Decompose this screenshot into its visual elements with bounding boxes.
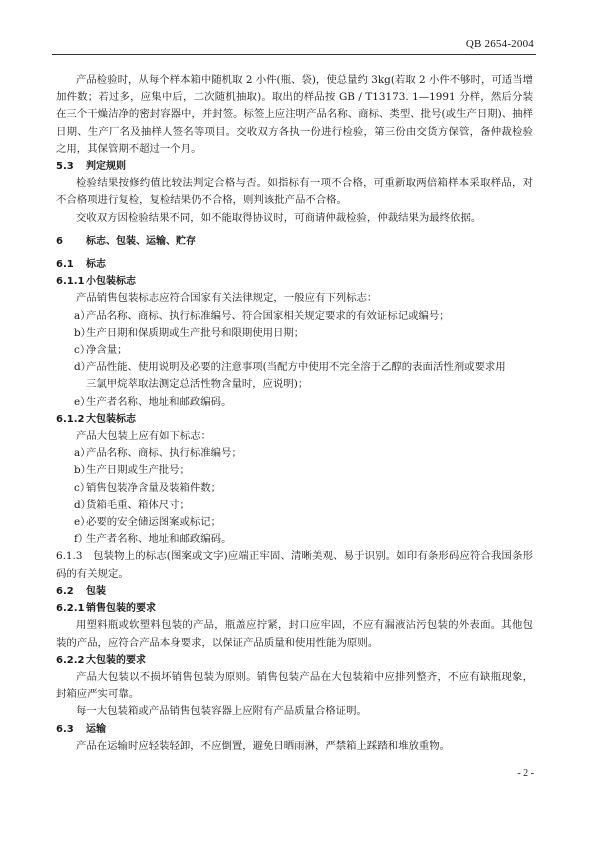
list-item xyxy=(56,462,533,479)
standard-number: QB 2654-2004 xyxy=(465,38,534,50)
list-item xyxy=(56,480,533,497)
paragraph-sampling: 产品检验时，从每个样本箱中随机取 2 小件(瓶、袋)，使总量约 3kg(若取 2 小件不够时，可适当增加件数；若过多，应集中后，二次随机抽取)。取出的样品按 GB / T13173. 1—1991 分样，然后分装在三个干燥洁净的密封容器中，并封签。标签上应注明产品名称、商标、类型、批号(或生产日期)、抽样日期、生产厂名及抽样人签名等项目。交收双方各执一份进行检验，第三份由交货方保管，备仲裁检验之用，其保管期不超过一个月。 xyxy=(56,74,533,155)
list-item-continuation: 三氯甲烷萃取法测定总活性物含量时，应说明)； xyxy=(86,378,309,391)
list-item xyxy=(56,531,533,548)
list-item-text: 货箱毛重、箱体尺寸； xyxy=(86,498,190,511)
list-item-text: 生产者名称、地址和邮政编码。 xyxy=(86,395,232,408)
heading-5-3 xyxy=(56,158,533,175)
paragraph-large-pack: 产品大包装以不损坏销售包装为原则。销售包装产品在大包装箱中应排列整齐，不应有缺瓶现象，封箱应严实可靠。 xyxy=(56,670,533,701)
list-marker: c） xyxy=(74,344,91,357)
heading-number: 6 xyxy=(56,235,63,247)
heading-text: 运输 xyxy=(86,723,106,735)
heading-number: 6.3 xyxy=(56,723,74,735)
list-item xyxy=(56,514,533,531)
heading-6-2-2 xyxy=(56,652,533,669)
paragraph-judgement: 检验结果按修约值比较法判定合格与否。如指标有一项不合格，可重新取两倍箱样本采取样品，对不合格项进行复检，复检结果仍不合格，则判该批产品不合格。 xyxy=(56,177,533,207)
list-marker: e） xyxy=(74,516,91,529)
heading-text: 销售包装的要求 xyxy=(86,603,156,615)
list-marker: d） xyxy=(74,361,92,374)
list-item xyxy=(56,394,533,411)
list-marker: a） xyxy=(74,309,91,322)
list-item xyxy=(56,342,533,359)
paragraph-arbitration: 交收双方因检验结果不同，如不能取得协议时，可商请仲裁检验，仲裁结果为最终依据。 xyxy=(76,211,482,224)
heading-text: 标志 xyxy=(86,259,106,271)
heading-number: 5.3 xyxy=(56,161,74,173)
list-item xyxy=(56,308,533,325)
list-marker: b） xyxy=(74,326,92,339)
list-item-text: 产品名称、商标、执行标准编号； xyxy=(86,447,242,460)
heading-text: 标志、包装、运输、贮存 xyxy=(86,235,196,247)
list-item-text: 生产者名称、地址和邮政编码。 xyxy=(86,533,232,546)
list-marker: e） xyxy=(74,395,91,408)
heading-text: 判定规则 xyxy=(86,161,126,173)
heading-6 xyxy=(56,233,533,250)
heading-number: 6.2 xyxy=(56,585,74,597)
list-item-text: 必要的安全储运图案或标记； xyxy=(86,516,222,529)
list-marker: a） xyxy=(74,447,91,460)
heading-text: 小包装标志 xyxy=(86,276,136,288)
list-item xyxy=(56,445,533,462)
heading-6-2-1 xyxy=(56,600,533,617)
heading-number: 6.1.1 xyxy=(56,276,85,288)
page-number: - 2 - xyxy=(517,768,534,779)
heading-6-2 xyxy=(56,583,533,600)
heading-6-1 xyxy=(56,256,533,273)
list-marker: c） xyxy=(74,481,91,494)
paragraph-large-pack-intro: 产品大包装上应有如下标志： xyxy=(76,430,212,443)
heading-number: 6.2.2 xyxy=(56,654,85,666)
heading-6-1-2 xyxy=(56,411,533,428)
heading-text: 大包装的要求 xyxy=(86,654,146,666)
list-item-text: 产品性能、使用说明及必要的注意事项(当配方中使用不完全溶于乙醇的表面活性剂或要求用 xyxy=(86,361,506,374)
list-marker: d） xyxy=(74,498,92,511)
paragraph-small-pack-intro: 产品销售包装标志应符合国家有关法律规定，一般应有下列标志： xyxy=(76,292,378,305)
paragraph-transport: 产品在运输时应轻装轻卸，不应倒置，避免日晒雨淋，严禁箱上踩踏和堆放重物。 xyxy=(76,739,451,752)
heading-6-1-1 xyxy=(56,273,533,290)
document-body xyxy=(56,72,533,755)
header-rule xyxy=(52,54,536,55)
paragraph-sales-pack: 用塑料瓶或软塑料包装的产品，瓶盖应拧紧，封口应牢固，不应有漏液沾污包装的外表面。其他包装的产品，应符合产品本身要求，以保证产品质量和使用性能为原则。 xyxy=(56,619,533,649)
heading-number: 6.2.1 xyxy=(56,603,85,615)
list-item xyxy=(56,359,533,376)
heading-text: 大包装标志 xyxy=(86,413,136,425)
paragraph-6-1-3: 6.1.3 包装物上的标志(图案或文字)应端正牢固、清晰美观、易于识别。如印有条形码应符合我国条形码的有关规定。 xyxy=(56,550,533,580)
list-marker: b） xyxy=(74,464,92,477)
heading-text: 包装 xyxy=(86,585,106,597)
list-item-text: 销售包装净含量及装箱件数； xyxy=(86,481,222,494)
heading-number: 6.1.2 xyxy=(56,413,85,425)
list-item-text: 生产日期或生产批号； xyxy=(86,464,190,477)
list-marker: f） xyxy=(74,533,89,546)
list-item-text: 产品名称、商标、执行标准编号、符合国家相关规定要求的有效证标记或编号； xyxy=(86,309,450,322)
paragraph-certificate: 每一大包装箱或产品销售包装容器上应附有产品质量合格证明。 xyxy=(76,705,367,718)
heading-6-3 xyxy=(56,721,533,738)
list-item xyxy=(56,497,533,514)
heading-number: 6.1 xyxy=(56,259,74,271)
list-item xyxy=(56,325,533,342)
list-item-text: 净含量； xyxy=(86,344,128,357)
list-item-text: 生产日期和保质期或生产批号和限期使用日期； xyxy=(86,326,305,339)
